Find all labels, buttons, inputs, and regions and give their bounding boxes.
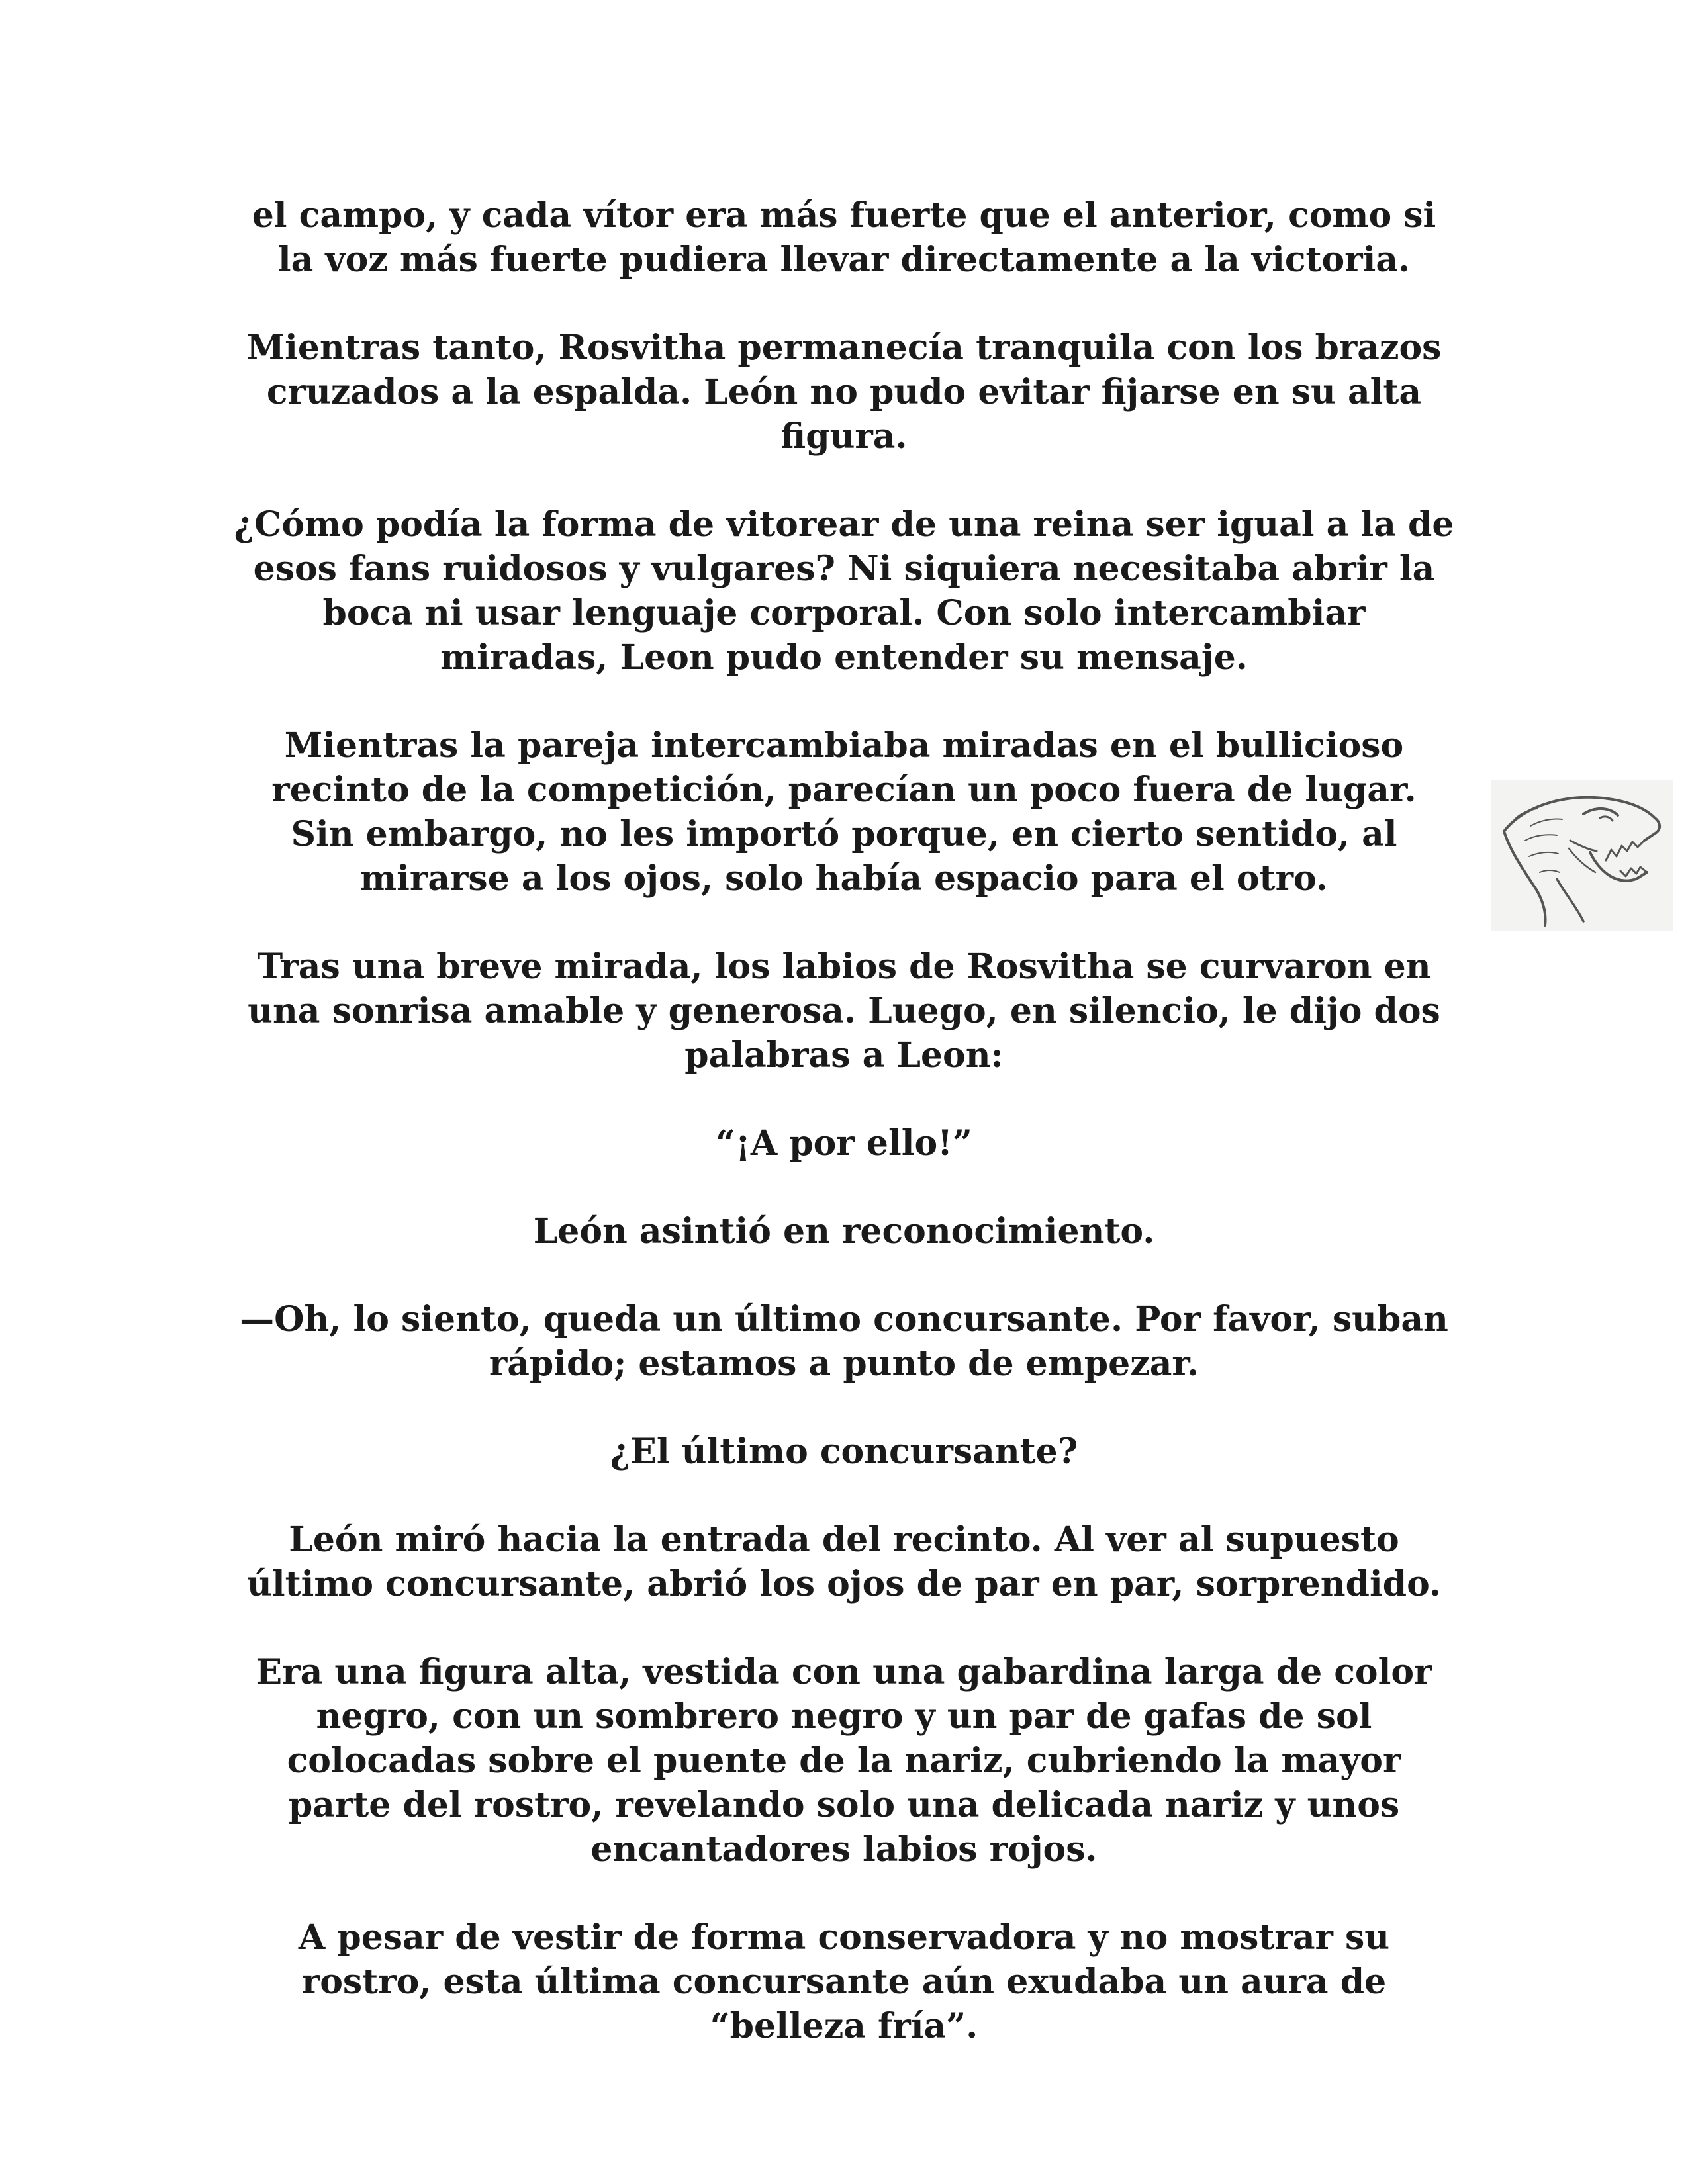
text-line: “¡A por ello!” — [716, 1123, 972, 1163]
paragraph — [218, 1297, 1470, 1386]
dinosaur-head-sketch-icon — [1491, 780, 1673, 931]
text-line: encantadores labios rojos. — [590, 1829, 1098, 1870]
paragraph — [218, 1650, 1470, 1872]
text-line: Mientras tanto, Rosvitha permanecía tranquila con los brazos — [246, 328, 1442, 368]
text-line: rostro, esta última concursante aún exudaba un aura de — [301, 1962, 1387, 2002]
paragraph — [218, 1518, 1470, 1606]
paragraph — [218, 502, 1470, 680]
text-line: A pesar de vestir de forma conservadora y no mostrar su — [298, 1917, 1390, 1958]
text-line: ¿Cómo podía la forma de vitorear de una reina ser igual a la de — [234, 504, 1454, 545]
text-line: parte del rostro, revelando solo una delicada nariz y unos — [288, 1785, 1400, 1825]
text-line: la voz más fuerte pudiera llevar directamente a la victoria. — [277, 240, 1411, 280]
text-line: mirarse a los ojos, solo había espacio para el otro. — [360, 858, 1328, 899]
paragraph — [218, 1209, 1470, 1253]
text-line: esos fans ruidosos y vulgares? Ni siquiera necesitaba abrir la — [253, 549, 1435, 589]
body-text — [218, 193, 1470, 2092]
text-line: “belleza fría”. — [710, 2006, 978, 2046]
paragraph — [218, 1430, 1470, 1474]
paragraph — [218, 723, 1470, 901]
text-line: último concursante, abrió los ojos de par en par, sorprendido. — [247, 1564, 1441, 1604]
text-line: una sonrisa amable y generosa. Luego, en silencio, le dijo dos — [248, 991, 1440, 1031]
text-line: colocadas sobre el puente de la nariz, cubriendo la mayor — [287, 1741, 1401, 1781]
text-line: palabras a Leon: — [684, 1035, 1004, 1075]
text-line: ¿El último concursante? — [610, 1432, 1078, 1472]
text-line: figura. — [780, 416, 908, 457]
paragraph — [218, 944, 1470, 1077]
text-line: miradas, Leon pudo entender su mensaje. — [440, 637, 1248, 678]
paragraph — [218, 1915, 1470, 2048]
text-line: negro, con un sombrero negro y un par de gafas de sol — [316, 1696, 1372, 1737]
text-line: Mientras la pareja intercambiaba miradas en el bullicioso — [284, 725, 1404, 766]
text-line: rápido; estamos a punto de empezar. — [489, 1343, 1199, 1384]
paragraph — [218, 1121, 1470, 1165]
text-line: Tras una breve mirada, los labios de Rosvitha se curvaron en — [257, 946, 1431, 987]
text-line: —Oh, lo siento, queda un último concursante. Por favor, suban — [240, 1299, 1448, 1340]
text-line: Sin embargo, no les importó porque, en cierto sentido, al — [291, 814, 1397, 854]
paragraph — [218, 193, 1470, 282]
paragraph — [218, 326, 1470, 459]
text-line: boca ni usar lenguaje corporal. Con solo intercambiar — [322, 593, 1366, 633]
text-line: recinto de la competición, parecían un poco fuera de lugar. — [271, 770, 1417, 810]
text-line: León asintió en reconocimiento. — [533, 1211, 1155, 1251]
text-line: cruzados a la espalda. León no pudo evitar fijarse en su alta — [266, 372, 1422, 412]
text-line: el campo, y cada vítor era más fuerte que el anterior, como si — [252, 195, 1436, 236]
text-line: Era una figura alta, vestida con una gabardina larga de color — [256, 1652, 1432, 1692]
text-line: León miró hacia la entrada del recinto. Al ver al supuesto — [289, 1520, 1399, 1560]
